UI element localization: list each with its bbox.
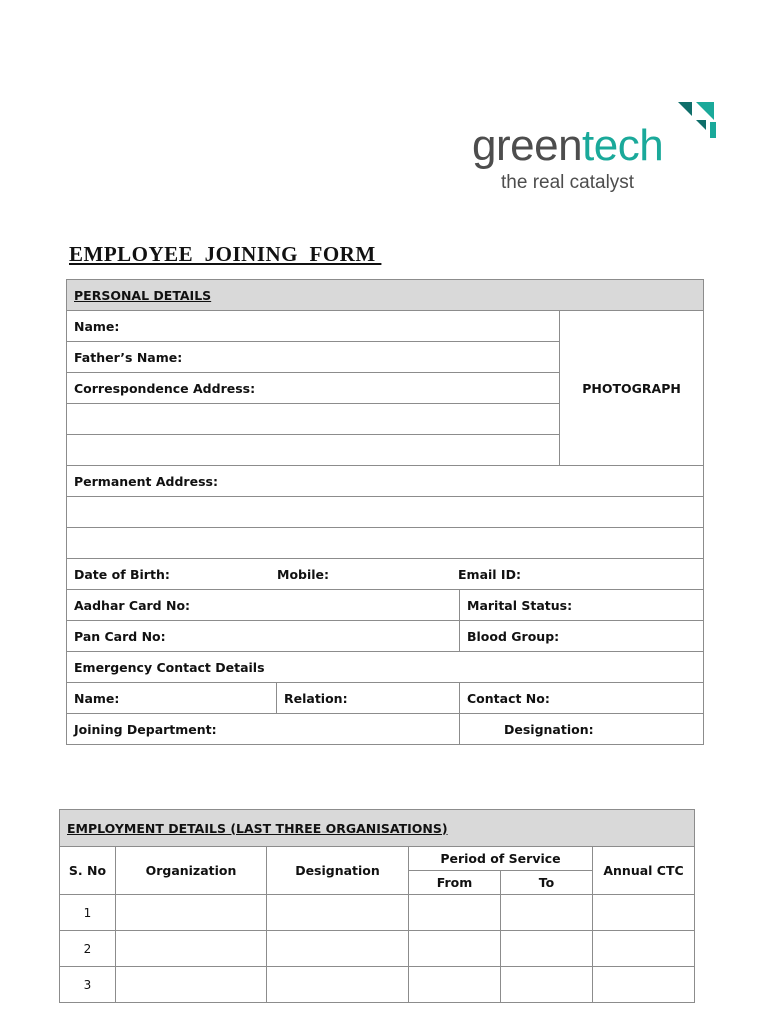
table-row — [60, 895, 695, 931]
row-number: 3 — [60, 967, 116, 1003]
designation-cell[interactable] — [267, 931, 409, 967]
correspondence-address-line-3[interactable] — [67, 435, 560, 466]
emergency-contact-field[interactable]: Contact No: — [460, 683, 704, 714]
col-annual-ctc: Annual CTC — [593, 847, 695, 895]
joining-department-label: Joining Department: — [74, 721, 217, 737]
table-row — [60, 931, 695, 967]
col-to: To — [501, 871, 593, 895]
organization-cell[interactable] — [116, 967, 267, 1003]
designation-label: Designation: — [504, 721, 594, 737]
to-cell[interactable] — [501, 931, 593, 967]
greentech-logo — [472, 100, 722, 200]
joining-department-field[interactable] — [67, 714, 460, 745]
marital-status-field[interactable]: Marital Status: — [460, 590, 704, 621]
designation-field[interactable] — [460, 714, 704, 745]
annual-ctc-cell[interactable] — [593, 967, 695, 1003]
pan-field[interactable]: Pan Card No: — [67, 621, 460, 652]
col-sno: S. No — [60, 847, 116, 895]
row-number: 1 — [60, 895, 116, 931]
correspondence-address-line-2[interactable] — [67, 404, 560, 435]
permanent-address-line-3[interactable] — [67, 528, 704, 559]
personal-details-table — [66, 279, 704, 745]
table-row — [60, 967, 695, 1003]
col-period-of-service: Period of Service — [409, 847, 593, 871]
emergency-relation-field[interactable]: Relation: — [277, 683, 460, 714]
designation-cell[interactable] — [267, 895, 409, 931]
emergency-contact-heading: Emergency Contact Details — [67, 652, 704, 683]
row-number: 2 — [60, 931, 116, 967]
from-cell[interactable] — [409, 895, 501, 931]
email-label: Email ID: — [458, 566, 521, 582]
logo-triangles-icon — [676, 100, 716, 140]
annual-ctc-cell[interactable] — [593, 931, 695, 967]
name-field[interactable]: Name: — [67, 311, 560, 342]
correspondence-address-field[interactable]: Correspondence Address: — [67, 373, 560, 404]
col-designation: Designation — [267, 847, 409, 895]
dob-mobile-email-row[interactable] — [67, 559, 704, 590]
emergency-name-field[interactable]: Name: — [67, 683, 277, 714]
col-organization: Organization — [116, 847, 267, 895]
to-cell[interactable] — [501, 967, 593, 1003]
dob-label: Date of Birth: — [74, 566, 170, 582]
from-cell[interactable] — [409, 967, 501, 1003]
aadhar-field[interactable]: Aadhar Card No: — [67, 590, 460, 621]
annual-ctc-cell[interactable] — [593, 895, 695, 931]
photograph-box[interactable]: PHOTOGRAPH — [560, 311, 704, 466]
permanent-address-field[interactable]: Permanent Address: — [67, 466, 704, 497]
organization-cell[interactable] — [116, 931, 267, 967]
to-cell[interactable] — [501, 895, 593, 931]
from-cell[interactable] — [409, 931, 501, 967]
permanent-address-line-2[interactable] — [67, 497, 704, 528]
employment-details-header: EMPLOYMENT DETAILS (LAST THREE ORGANISATIONS) — [60, 810, 695, 847]
form-title: EMPLOYEE JOINING FORM — [69, 242, 382, 266]
logo-tagline: the real catalyst — [501, 172, 635, 193]
fathers-name-field[interactable]: Father’s Name: — [67, 342, 560, 373]
blood-group-field[interactable]: Blood Group: — [460, 621, 704, 652]
employment-details-table — [59, 809, 695, 1003]
personal-details-header: PERSONAL DETAILS — [67, 280, 704, 311]
col-from: From — [409, 871, 501, 895]
logo-wordmark: greentech — [472, 121, 664, 170]
organization-cell[interactable] — [116, 895, 267, 931]
designation-cell[interactable] — [267, 967, 409, 1003]
mobile-label: Mobile: — [277, 566, 330, 582]
